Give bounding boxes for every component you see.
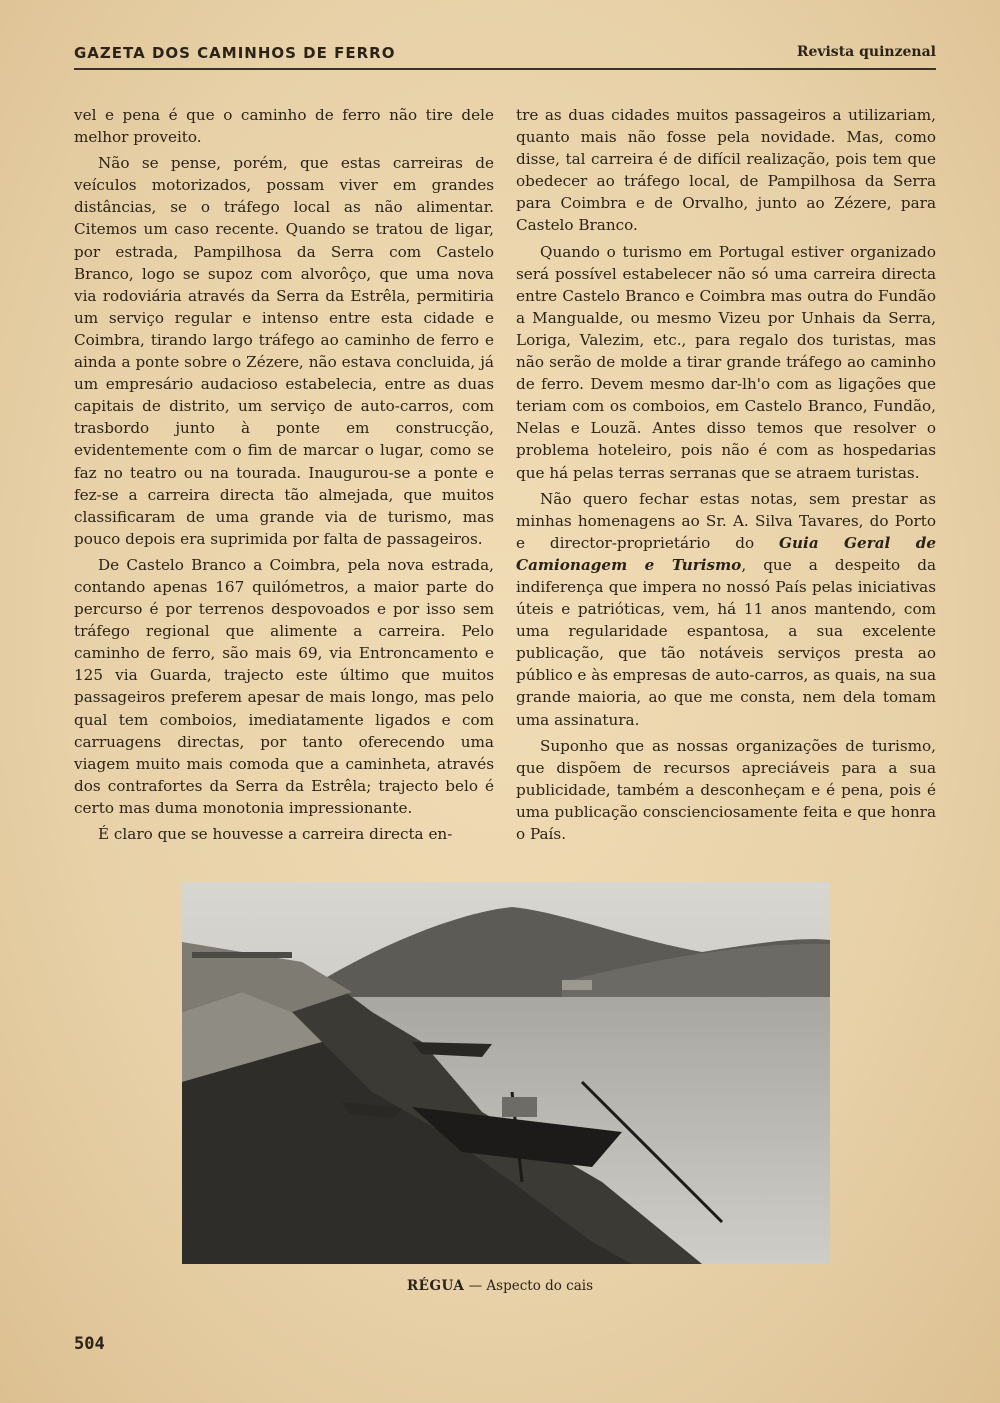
paragraph: De Castelo Branco a Coimbra, pela nova estrada, contando apenas 167 quilómetros, a maior parte do percurso é por terrenos despovoados e por isso sem tráfego regional que alimente a carreira. Pelo caminho de ferro, são mais 69, via Entroncamento e 125 via Guarda, trajecto este último que muitos passageiros preferem apesar de mais longo, mas pelo qual tem comboios, imediatamente ligados e com carruagens directas, por tanto oferecendo uma viagem muito mais comoda que a caminheta, através dos contrafortes da Serra da Estrêla; trajecto belo é certo mas duma monotonia impressionante. — [74, 555, 494, 817]
photo-caption — [0, 1278, 1000, 1294]
publication-subtitle: Revista quinzenal — [796, 44, 936, 60]
page-number: 504 — [74, 1334, 105, 1354]
paragraph — [516, 488, 936, 731]
paragraph: É claro que se houvesse a carreira directa en- — [98, 825, 453, 843]
publication-name: Guia Geral de Camionagem e Turismo — [516, 533, 936, 574]
paragraph-text: , que a despeito da indiferença que impera no nossó País pelas iniciativas úteis e patrióticas, vem, há 11 anos mantendo, com uma regularidade espantosa, a sua excelente publicação, que tão notáveis serviços presta ao público e às empresas de auto-carros, as quais, na sua grande maioria, ao que me consta, nem dela tomam uma assinatura. — [516, 555, 937, 729]
paragraph: tre as duas cidades muitos passageiros a utilizariam, quanto mais não fosse pela novidade. Mas, como disse, tal carreira é de difícil realização, pois tem que obedecer ao tráfego local, de Pampilhosa da Serra para Coimbra e de Orvalho, junto ao Zézere, para Castelo Branco. — [516, 106, 936, 235]
paragraph: vel e pena é que o caminho de ferro não tire dele melhor proveito. — [74, 106, 494, 147]
caption-text: — Aspecto do cais — [464, 1278, 594, 1294]
paragraph: Não se pense, porém, que estas carreiras de veículos motorizados, possam viver em grandes distâncias, se o tráfego local as não alimentar. Citemos um caso recente. Quando se tratou de ligar, por estrada, Pampilhosa da Serra com Castelo Branco, logo se supoz com alvorôço, que uma nova via rodoviária através da Serra da Estrêla, permitiria um serviço regular e intenso entre esta cidade e Coimbra, tirando largo tráfego ao caminho de ferro e ainda a ponte sobre o Zézere, não estava concluida, já um empresário audacioso estabelecia, entre as duas capitais de distrito, um serviço de auto-carros, com trasbordo junto à ponte em construcção, evidentemente com o fim de marcar o lugar, como se faz no teatro ou na tourada. Inaugurou-se a ponte e fez-se a carreira directa tão almejada, que muitos classificaram de uma grande via de turismo, mas pouco depois era suprimida por falta de passageiros. — [74, 154, 494, 548]
paragraph: Quando o turismo em Portugal estiver organizado será possível estabelecer não só uma carreira directa entre Castelo Branco e Coimbra mas outra do Fundão a Mangualde, ou mesmo Vizeu por Unhais da Serra, Loriga, Valezim, etc., para regalo dos turistas, mas não serão de molde a tirar grande tráfego ao caminho de ferro. Devem mesmo dar-lh'o com as ligações que teriam com os comboios, em Castelo Branco, Fundão, Nelas e Louzã. Antes disso temos que resolver o problema hoteleiro, pois não é com as hospedarias que há pelas terras serranas que se atraem turistas. — [516, 242, 936, 482]
page-header — [74, 44, 936, 70]
photograph — [182, 882, 830, 1264]
river-quay-photo — [182, 882, 830, 1264]
caption-place: RÉGUA — [406, 1278, 465, 1294]
right-column — [516, 104, 936, 845]
left-column — [74, 104, 494, 845]
paragraph-text: Não quero fechar estas notas, sem prestar as minhas homenagens ao Sr. A. Silva Tavares, do Porto e director-proprietário do — [516, 489, 936, 552]
publication-title: GAZETA DOS CAMINHOS DE FERRO — [74, 44, 396, 62]
paragraph: Suponho que as nossas organizações de turismo, que dispõem de recursos apreciáveis para a sua publicidade, também a desconheçam e é pena, pois é uma publicação conscienciosamente feita e que honra o País. — [516, 736, 936, 843]
